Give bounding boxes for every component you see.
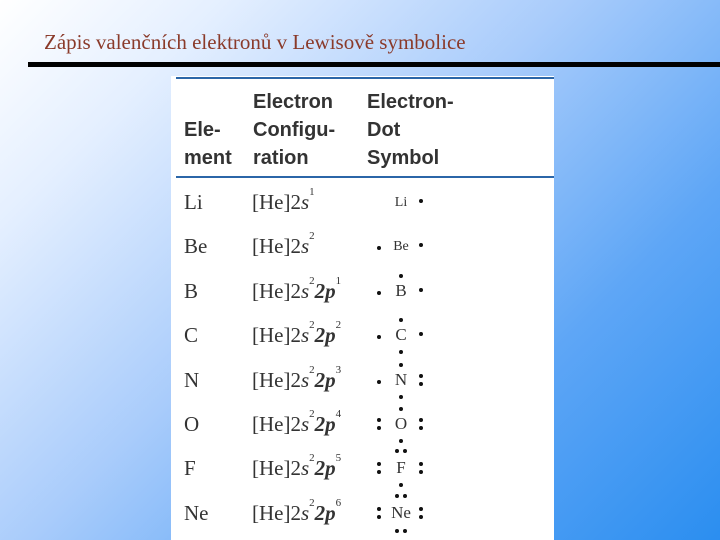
- lewis-element-symbol: Ne: [391, 503, 411, 522]
- config-core: [He]2: [252, 234, 301, 258]
- valence-electron-dot: [395, 494, 399, 498]
- valence-electron-dot: [403, 449, 407, 453]
- header-element-line: ment: [184, 147, 232, 169]
- header-dot-symbol-line: Electron-: [367, 91, 454, 113]
- lewis-dot-symbol: [371, 358, 431, 402]
- valence-electron-dot: [399, 395, 403, 399]
- header-element: [184, 116, 232, 172]
- valence-electron-dot: [419, 382, 423, 386]
- lewis-element-symbol: N: [394, 370, 408, 389]
- config-p-orbital: 2p: [314, 501, 336, 525]
- valence-electron-dot: [395, 449, 399, 453]
- valence-electron-dot: [419, 374, 423, 378]
- config-s-exponent: 2: [309, 319, 315, 331]
- electron-configuration: [252, 364, 342, 393]
- lewis-element-symbol: Be: [393, 239, 409, 254]
- config-core: [He]2: [252, 323, 301, 347]
- element-name: F: [184, 456, 196, 480]
- config-p-orbital: 2p: [314, 456, 336, 480]
- electron-configuration: [252, 319, 342, 348]
- config-p-exponent: 6: [335, 497, 342, 509]
- valence-electron-dot: [377, 291, 381, 295]
- element-name: B: [184, 279, 199, 303]
- element-name: C: [184, 323, 199, 347]
- table-top-rule: [176, 77, 554, 79]
- lewis-dot-symbol: [371, 402, 431, 446]
- valence-electron-dot: [399, 483, 403, 487]
- config-s-orbital: s: [300, 279, 310, 303]
- lewis-dot-symbol: [371, 446, 431, 490]
- config-s-orbital: s: [300, 456, 310, 480]
- lewis-element-symbol: O: [394, 414, 408, 433]
- valence-electron-dot: [399, 350, 403, 354]
- config-s-exponent: 2: [309, 452, 315, 464]
- valence-electron-dot: [399, 439, 403, 443]
- lewis-dot-symbol: [371, 180, 431, 224]
- valence-electron-dot: [377, 418, 381, 422]
- electron-configuration: [252, 497, 342, 526]
- config-p-orbital: 2p: [314, 368, 336, 392]
- valence-electron-dot: [419, 426, 423, 430]
- table-row: [171, 491, 554, 535]
- config-core: [He]2: [252, 456, 301, 480]
- valence-electron-dot: [419, 243, 423, 247]
- config-s-exponent: 2: [309, 230, 315, 242]
- valence-electron-dot: [377, 426, 381, 430]
- valence-electron-dot: [419, 462, 423, 466]
- table-row: [171, 402, 554, 446]
- config-s-exponent: 2: [309, 497, 315, 509]
- header-dot-symbol-line: Symbol: [367, 147, 440, 169]
- valence-electron-dot: [419, 470, 423, 474]
- title-divider: [28, 62, 720, 67]
- lewis-dot-symbol: [371, 269, 431, 313]
- lewis-element-symbol: F: [396, 458, 406, 477]
- electron-configuration: [252, 230, 315, 259]
- table-row: [171, 224, 554, 268]
- table-row: [171, 269, 554, 313]
- electron-configuration: [252, 186, 315, 215]
- config-s-orbital: s: [300, 501, 310, 525]
- config-s-orbital: s: [300, 412, 310, 436]
- valence-electron-dot: [399, 363, 403, 367]
- valence-electron-dot: [377, 246, 381, 250]
- valence-electron-dot: [399, 407, 403, 411]
- config-core: [He]2: [252, 190, 301, 214]
- config-s-exponent: 2: [309, 275, 315, 287]
- config-core: [He]2: [252, 501, 301, 525]
- table-row: [171, 180, 554, 224]
- header-dot-symbol: [367, 88, 454, 172]
- config-s-orbital: s: [300, 190, 310, 214]
- valence-electron-dot: [419, 332, 423, 336]
- table-row: [171, 358, 554, 402]
- element-name: N: [184, 368, 200, 392]
- config-s-orbital: s: [300, 368, 310, 392]
- config-p-orbital: 2p: [314, 323, 336, 347]
- valence-electron-dot: [403, 494, 407, 498]
- valence-electron-dot: [377, 470, 381, 474]
- header-configuration-line: ration: [253, 147, 309, 169]
- config-s-orbital: s: [300, 234, 310, 258]
- valence-electron-dot: [419, 288, 423, 292]
- electron-configuration: [252, 408, 342, 437]
- header-configuration: [253, 88, 335, 172]
- config-p-orbital: 2p: [314, 279, 336, 303]
- valence-electron-dot: [395, 529, 399, 533]
- lewis-element-symbol: B: [395, 281, 407, 300]
- config-core: [He]2: [252, 412, 301, 436]
- lewis-dot-symbol: [371, 313, 431, 357]
- lewis-element-symbol: Li: [394, 195, 408, 210]
- config-p-exponent: 1: [335, 275, 342, 287]
- config-core: [He]2: [252, 368, 301, 392]
- header-configuration-line: Electron: [253, 91, 334, 113]
- valence-electron-dot: [399, 318, 403, 322]
- element-name: Be: [184, 234, 208, 258]
- config-s-exponent: 2: [309, 408, 315, 420]
- valence-electron-dot: [399, 274, 403, 278]
- element-name: O: [184, 412, 200, 436]
- header-dot-symbol-line: Dot: [367, 119, 401, 141]
- config-p-exponent: 4: [335, 408, 342, 420]
- header-configuration-line: Configu-: [253, 119, 336, 141]
- lewis-dot-symbol: [371, 224, 431, 268]
- config-s-exponent: 2: [309, 364, 315, 376]
- header-element-line: Ele-: [184, 119, 221, 141]
- valence-electron-dot: [377, 380, 381, 384]
- config-p-orbital: 2p: [314, 412, 336, 436]
- valence-electron-dot: [377, 335, 381, 339]
- valence-electron-dot: [403, 529, 407, 533]
- table-header-rule: [176, 176, 554, 178]
- valence-electron-dot: [419, 515, 423, 519]
- slide-title: Zápis valenčních elektronů v Lewisově symbolice: [44, 30, 466, 54]
- electron-configuration: [252, 452, 342, 481]
- config-p-exponent: 5: [335, 452, 342, 464]
- table-row: [171, 446, 554, 490]
- valence-electron-dot: [419, 507, 423, 511]
- valence-electron-dot: [377, 515, 381, 519]
- valence-electron-dot: [419, 199, 423, 203]
- valence-electron-dot: [419, 418, 423, 422]
- element-name: Ne: [184, 501, 209, 525]
- element-name: Li: [184, 190, 203, 214]
- electron-configuration-table: [171, 76, 554, 540]
- table-row: [171, 313, 554, 357]
- config-s-exponent: 1: [309, 186, 315, 198]
- electron-configuration: [252, 275, 342, 304]
- config-core: [He]2: [252, 279, 301, 303]
- lewis-dot-symbol: [371, 491, 431, 535]
- lewis-element-symbol: C: [395, 325, 407, 344]
- config-p-exponent: 3: [335, 364, 342, 376]
- config-s-orbital: s: [300, 323, 310, 347]
- valence-electron-dot: [377, 462, 381, 466]
- valence-electron-dot: [377, 507, 381, 511]
- config-p-exponent: 2: [335, 319, 342, 331]
